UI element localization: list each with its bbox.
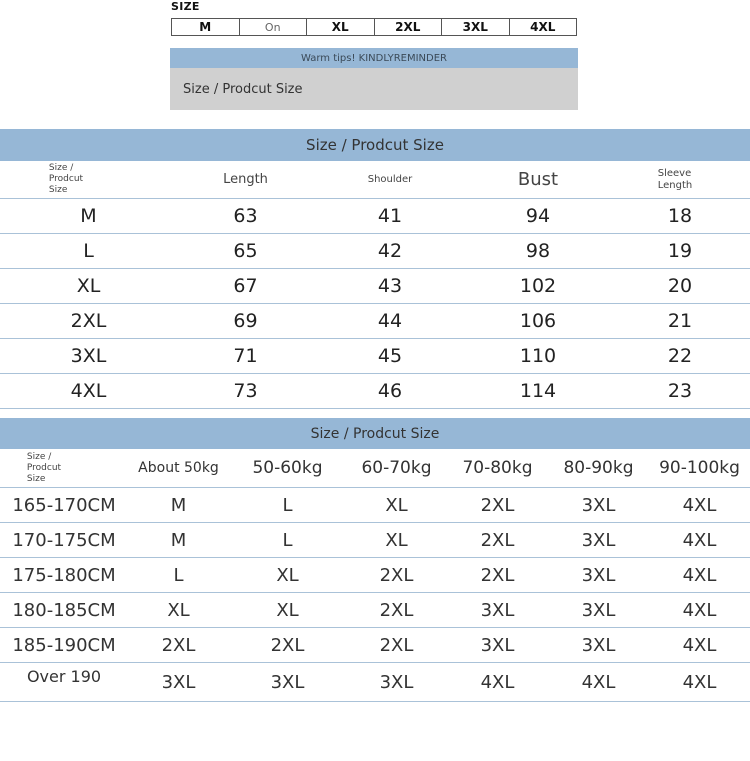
measure-table — [0, 161, 750, 409]
size-cell: 3XL — [0, 339, 177, 374]
bust-cell: 114 — [466, 374, 610, 409]
fit-size-cell: M — [128, 523, 229, 558]
fit-size-cell: 4XL — [649, 628, 750, 663]
fit-size-cell: 3XL — [128, 663, 229, 702]
fit-size-cell: L — [229, 488, 346, 523]
fit-size-cell: XL — [229, 593, 346, 628]
fit-size-cell: XL — [346, 488, 447, 523]
fit-header-row — [0, 449, 750, 488]
sleeve-cell: 20 — [610, 269, 750, 304]
length-header: Length — [177, 161, 314, 199]
sleeve-cell: 19 — [610, 234, 750, 269]
length-cell: 63 — [177, 199, 314, 234]
shoulder-cell: 43 — [314, 269, 466, 304]
fit-size-cell: 3XL — [447, 593, 548, 628]
fit-size-cell: 3XL — [346, 663, 447, 702]
size-cell: 4XL — [0, 374, 177, 409]
weight-header: About 50kg — [128, 449, 229, 488]
fit-table — [0, 449, 750, 702]
shoulder-cell: 42 — [314, 234, 466, 269]
measure-table-title: Size / Prodcut Size — [0, 129, 750, 161]
fit-size-cell: 2XL — [229, 628, 346, 663]
height-cell: 175-180CM — [0, 558, 128, 593]
table-row — [0, 269, 750, 304]
warm-tips-box: Size / Prodcut Size — [170, 68, 578, 110]
size-cell: XL — [0, 269, 177, 304]
fit-size-cell: 3XL — [548, 488, 649, 523]
warm-tips-bar: Warm tips! KINDLYREMINDER — [170, 48, 578, 68]
fit-size-cell: 4XL — [447, 663, 548, 702]
table-row — [0, 374, 750, 409]
size-strip — [171, 18, 577, 36]
fit-size-cell: 2XL — [346, 628, 447, 663]
weight-header: 50-60kg — [229, 449, 346, 488]
fit-size-cell: 2XL — [128, 628, 229, 663]
fit-size-cell: XL — [229, 558, 346, 593]
fit-size-cell: 3XL — [548, 628, 649, 663]
table-row — [0, 523, 750, 558]
weight-header: 80-90kg — [548, 449, 649, 488]
table-row — [0, 199, 750, 234]
length-cell: 67 — [177, 269, 314, 304]
table-row — [0, 339, 750, 374]
table-row — [0, 663, 750, 702]
table-row — [0, 234, 750, 269]
fit-size-cell: XL — [128, 593, 229, 628]
size-strip-cell: M — [172, 19, 240, 35]
bust-cell: 98 — [466, 234, 610, 269]
measure-header-row — [0, 161, 750, 199]
length-cell: 65 — [177, 234, 314, 269]
shoulder-cell: 45 — [314, 339, 466, 374]
size-strip-cell: 4XL — [530, 20, 556, 34]
size-strip-cell: 2XL — [375, 19, 443, 35]
fit-size-cell: 2XL — [346, 593, 447, 628]
height-cell: 180-185CM — [0, 593, 128, 628]
fit-size-cell: 3XL — [548, 558, 649, 593]
fit-size-cell: XL — [346, 523, 447, 558]
bust-header: Bust — [466, 161, 610, 199]
table-row — [0, 593, 750, 628]
size-strip-title: SIZE — [171, 0, 200, 13]
height-cell: 170-175CM — [0, 523, 128, 558]
fit-size-cell: 4XL — [649, 488, 750, 523]
fit-size-cell: 3XL — [229, 663, 346, 702]
sleeve-cell: 22 — [610, 339, 750, 374]
sleeve-cell: 21 — [610, 304, 750, 339]
fit-size-cell: 4XL — [649, 523, 750, 558]
fit-size-cell: L — [229, 523, 346, 558]
size-cell: 2XL — [0, 304, 177, 339]
sleeve-length-header: Sleeve Length — [610, 161, 750, 199]
weight-header: 70-80kg — [447, 449, 548, 488]
fit-size-cell: L — [128, 558, 229, 593]
fit-size-cell: 2XL — [447, 488, 548, 523]
fit-size-cell: 2XL — [447, 558, 548, 593]
fit-size-cell: 4XL — [649, 593, 750, 628]
size-strip-cell: On — [240, 19, 308, 35]
fit-table-title: Size / Prodcut Size — [0, 418, 750, 449]
shoulder-cell: 41 — [314, 199, 466, 234]
size-strip-cell: XL — [307, 19, 375, 35]
height-cell: Over 190 — [0, 663, 128, 702]
fit-size-cell: M — [128, 488, 229, 523]
fit-size-cell: 3XL — [548, 593, 649, 628]
shoulder-header: Shoulder — [314, 161, 466, 199]
table-row — [0, 488, 750, 523]
shoulder-cell: 44 — [314, 304, 466, 339]
length-cell: 73 — [177, 374, 314, 409]
size-cell: L — [0, 234, 177, 269]
table-row — [0, 558, 750, 593]
fit-size-cell: 2XL — [447, 523, 548, 558]
size-cell: M — [0, 199, 177, 234]
weight-header: 90-100kg — [649, 449, 750, 488]
length-cell: 69 — [177, 304, 314, 339]
table-row — [0, 304, 750, 339]
bust-cell: 110 — [466, 339, 610, 374]
bust-cell: 94 — [466, 199, 610, 234]
size-label-header: Size / Prodcut Size — [0, 449, 128, 488]
size-strip-cell: 3XL — [442, 19, 510, 35]
fit-size-cell: 4XL — [649, 663, 750, 702]
fit-size-cell: 3XL — [548, 523, 649, 558]
sleeve-cell: 18 — [610, 199, 750, 234]
fit-size-cell: 4XL — [649, 558, 750, 593]
sleeve-cell: 23 — [610, 374, 750, 409]
shoulder-cell: 46 — [314, 374, 466, 409]
fit-size-cell: 2XL — [346, 558, 447, 593]
height-cell: 165-170CM — [0, 488, 128, 523]
height-cell: 185-190CM — [0, 628, 128, 663]
bust-cell: 102 — [466, 269, 610, 304]
fit-size-cell: 4XL — [548, 663, 649, 702]
weight-header: 60-70kg — [346, 449, 447, 488]
fit-size-cell: 3XL — [447, 628, 548, 663]
bust-cell: 106 — [466, 304, 610, 339]
size-label-header: Size / Prodcut Size — [0, 161, 177, 199]
table-row — [0, 628, 750, 663]
length-cell: 71 — [177, 339, 314, 374]
